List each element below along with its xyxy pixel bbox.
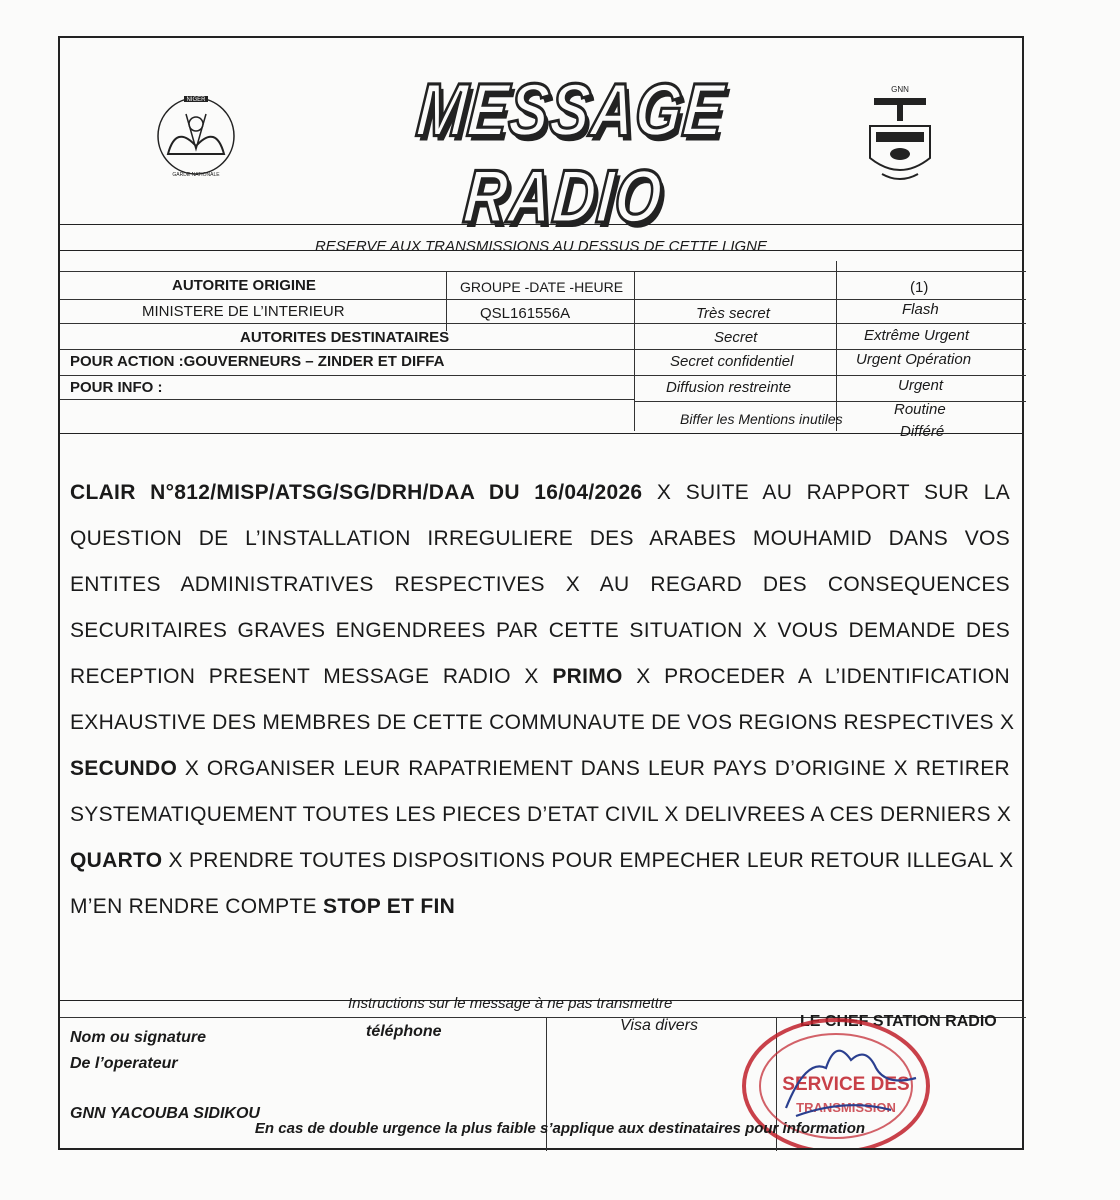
class-diffusion-restreinte: Diffusion restreinte: [666, 379, 792, 396]
visa-label: Visa divers: [620, 1017, 698, 1034]
autorite-origine-value: MINISTERE DE L’INTERIEUR: [142, 303, 345, 320]
svg-text:GNN: GNN: [891, 85, 909, 94]
autorite-origine-label: AUTORITE ORIGINE: [172, 277, 316, 294]
instructions-label: Instructions sur le message à ne pas transmettre: [348, 995, 673, 1012]
telephone-label: téléphone: [366, 1023, 442, 1040]
destinataires-label: AUTORITES DESTINATAIRES: [240, 329, 450, 346]
body-line-9: QUARTO X PRENDRE TOUTES DISPOSITIONS POUR EMPECHER LEUR RETOUR ILLEGAL X: [70, 849, 1014, 872]
svg-text:SERVICE DES: SERVICE DES: [782, 1074, 910, 1095]
body-line-1: CLAIR N°812/MISP/ATSG/SG/DRH/DAA DU 16/04/2026 X SUITE AU RAPPORT SUR LA: [70, 481, 1011, 504]
priority-urgent-operation: Urgent Opération: [856, 351, 972, 368]
body-line-6: EXHAUSTIVE DES MEMBRES DE CETTE COMMUNAUTE DE VOS REGIONS RESPECTIVES X: [70, 711, 1015, 734]
reserve-line: RESERVE AUX TRANSMISSIONS AU DESSUS DE CETTE LIGNE: [314, 238, 768, 255]
class-secret: Secret: [714, 329, 758, 346]
body-line-8: SYSTEMATIQUEMENT TOUTES LES PIECES D’ETAT CIVIL X DELIVREES A CES DERNIERS X: [70, 803, 1012, 826]
chef-station-label: LE CHEF STATION RADIO: [800, 1013, 997, 1030]
operateur-label: De l’operateur: [70, 1055, 178, 1072]
priority-routine: Routine: [894, 401, 946, 418]
priority-flash: Flash: [902, 301, 939, 318]
priority-urgent: Urgent: [898, 377, 944, 394]
gnn-badge-icon: [860, 78, 940, 190]
operator-name: GNN YACOUBA SIDIKOU: [70, 1105, 260, 1122]
body-line-7: SECUNDO X ORGANISER LEUR RAPATRIEMENT DANS LEUR PAYS D’ORIGINE X RETIRER: [70, 757, 1010, 780]
body-line-3: ENTITES ADMINISTRATIVES RESPECTIVES X AU REGARD DES CONSEQUENCES: [70, 573, 1010, 596]
pour-info: POUR INFO :: [70, 379, 163, 396]
biffer-note: Biffer les Mentions inutiles: [680, 411, 843, 427]
svg-text:NIGER: NIGER: [186, 97, 206, 103]
body-line-2: QUESTION DE L’INSTALLATION IRREGULIERE DES ARABES MOUHAMID DANS VOS: [70, 527, 1010, 550]
page-title: MESSAGE RADIO: [413, 68, 728, 238]
body-line-4: SECURITAIRES GRAVES ENGENDREES PAR CETTE SITUATION X VOUS DEMANDE DES: [70, 619, 1010, 642]
body-line-10: M’EN RENDRE COMPTE STOP ET FIN: [70, 895, 456, 918]
niger-emblem-icon: [146, 84, 246, 184]
message-body: [70, 470, 1015, 930]
priority-differe: Différé: [900, 423, 945, 440]
priority-header: (1): [910, 279, 929, 296]
message-form: [58, 36, 1024, 1150]
double-urgence-note: En cas de double urgence la plus faible s’applique aux destinataires pour information: [254, 1120, 866, 1137]
class-secret-confidentiel: Secret confidentiel: [670, 353, 794, 370]
gdh-value: QSL161556A: [480, 305, 571, 322]
gdh-label: GROUPE -DATE -HEURE: [460, 279, 624, 295]
priority-extreme-urgent: Extrême Urgent: [864, 327, 970, 344]
svg-text:GARDE NATIONALE: GARDE NATIONALE: [172, 172, 220, 178]
nom-signature-label: Nom ou signature: [70, 1029, 207, 1046]
form-header: [60, 38, 1022, 238]
svg-text:TRANSMISSION: TRANSMISSION: [796, 1100, 896, 1115]
body-line-5: RECEPTION PRESENT MESSAGE RADIO X PRIMO X PROCEDER A L’IDENTIFICATION: [70, 665, 1010, 688]
pour-action: POUR ACTION :GOUVERNEURS – ZINDER ET DIFFA: [70, 353, 445, 370]
transmission-grid: [60, 250, 1022, 440]
class-tres-secret: Très secret: [696, 305, 770, 322]
